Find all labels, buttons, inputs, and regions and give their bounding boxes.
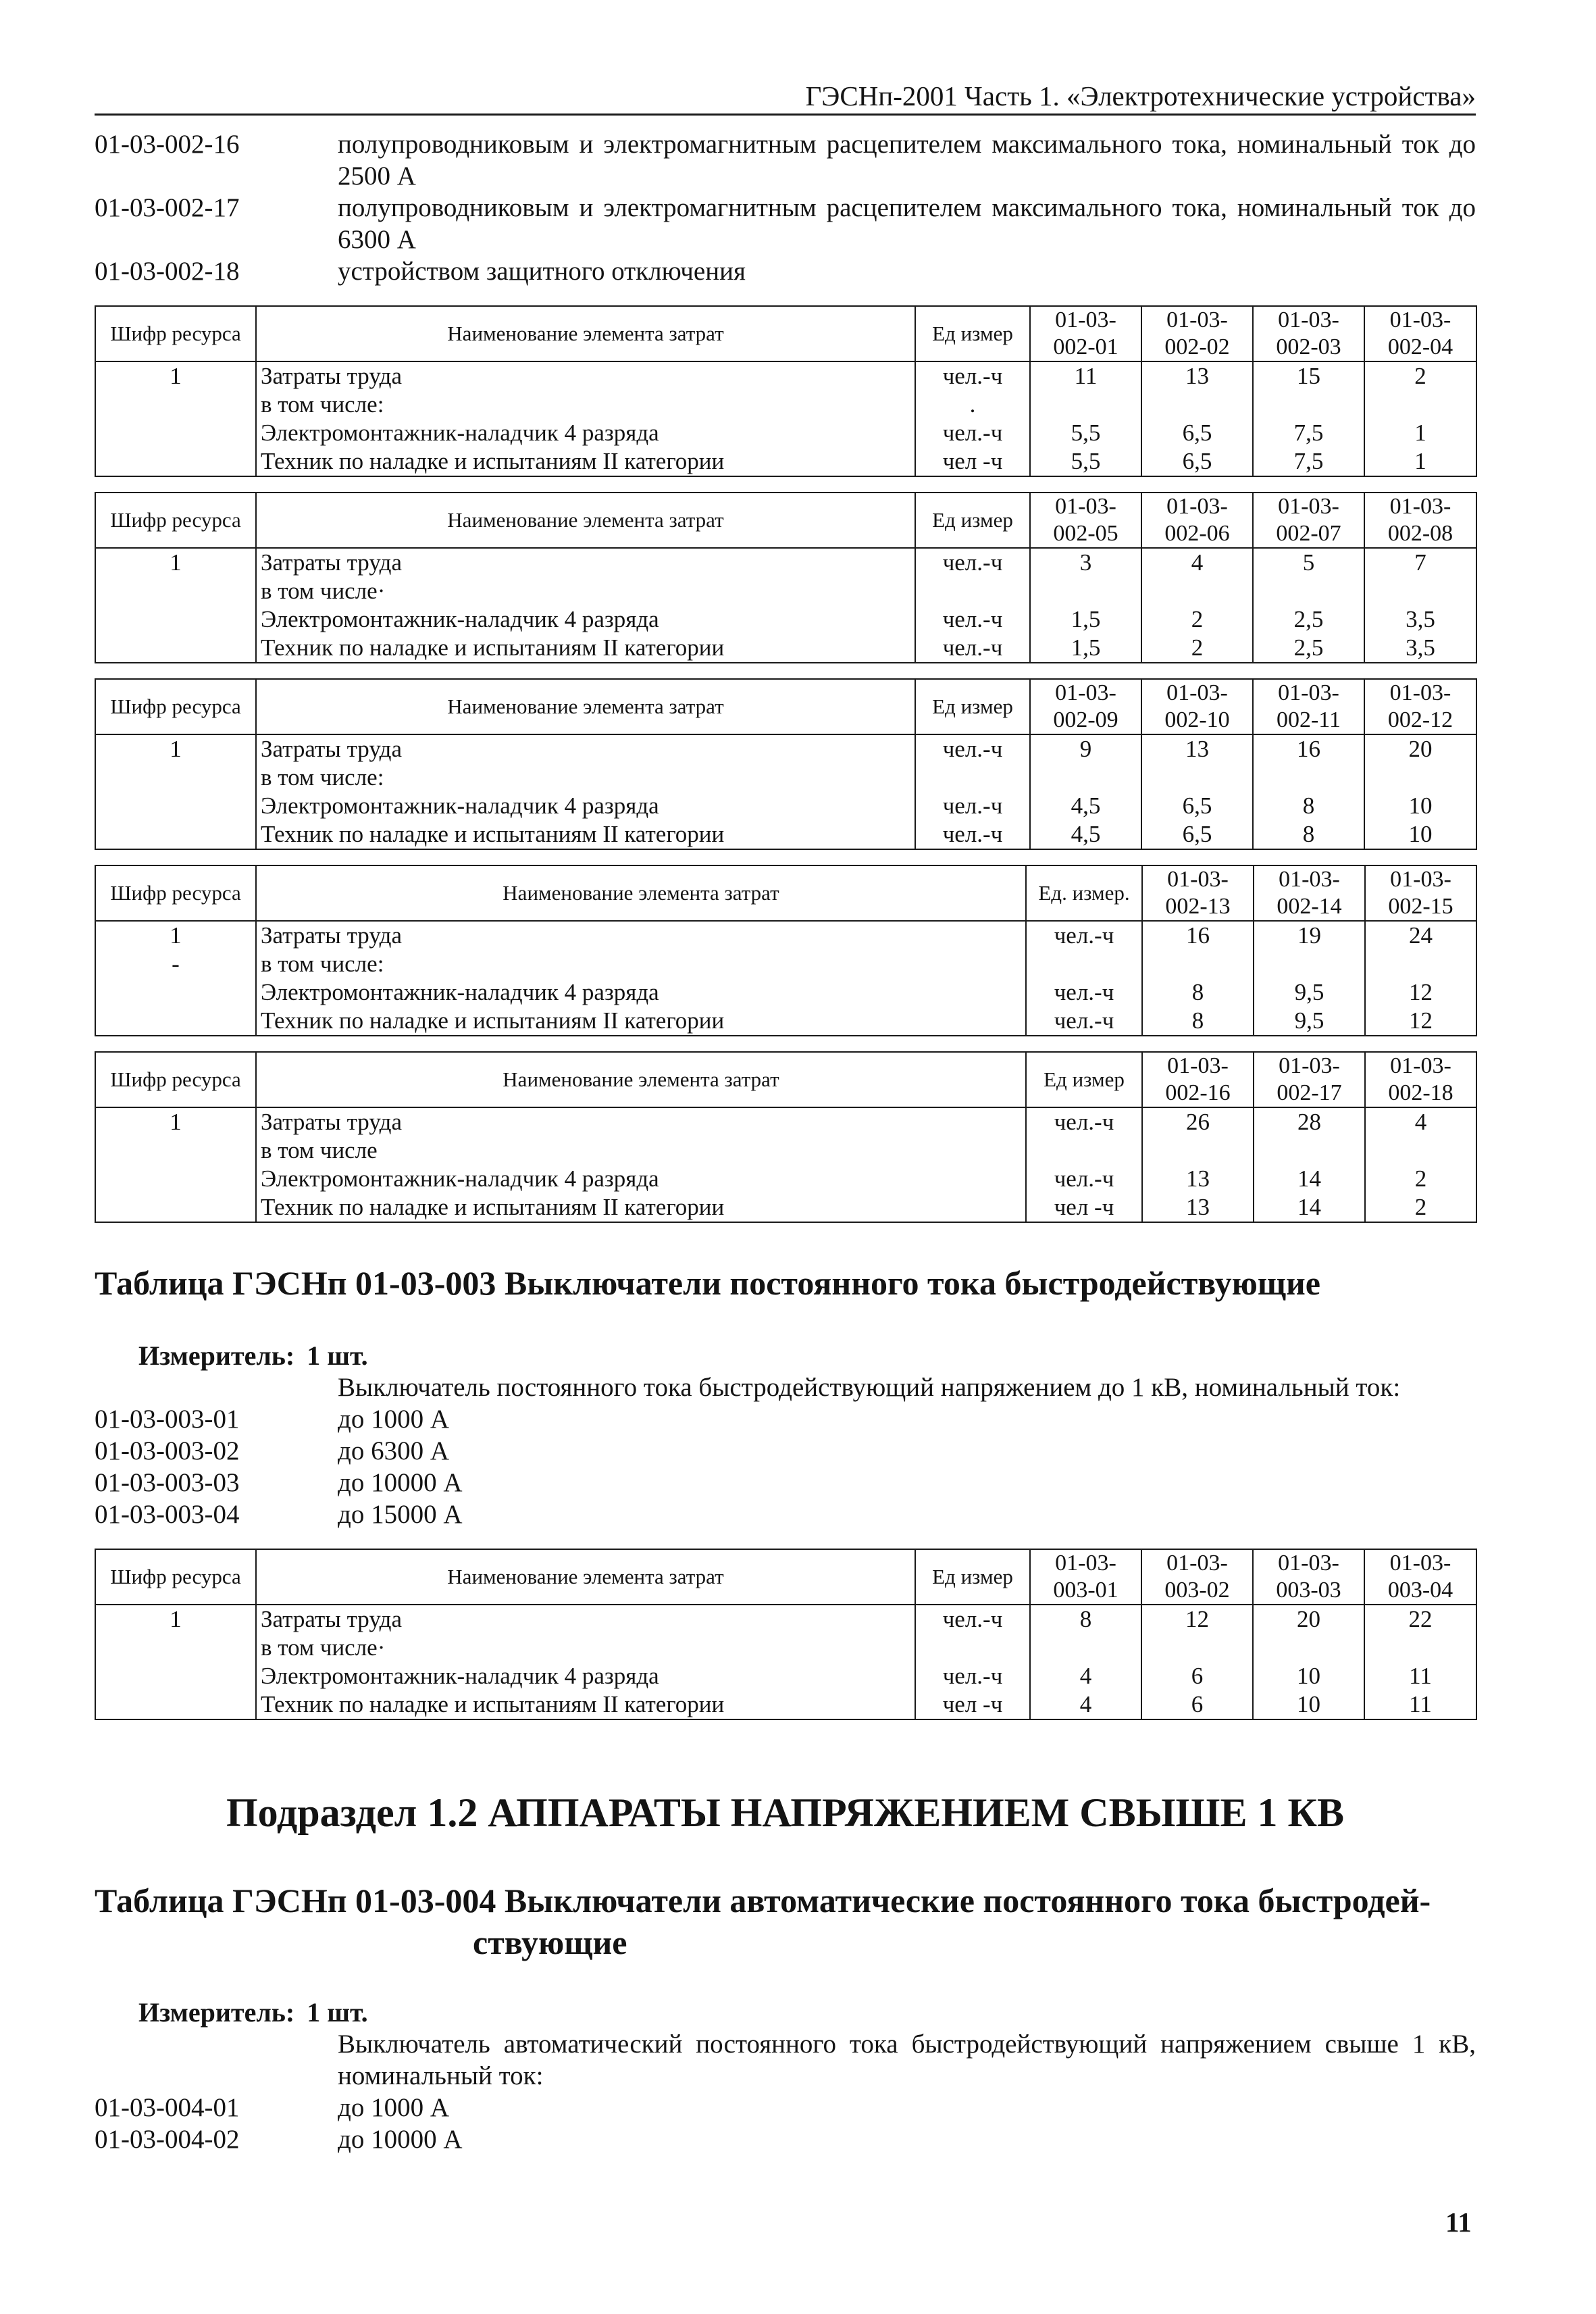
cell-value: 4,5 (1030, 792, 1141, 820)
col-code: 01-03-002-05 (1030, 493, 1141, 548)
cell-name: Техник по наладке и испытаниям II категории (256, 1193, 1026, 1222)
cell-name: в том числе: (256, 391, 915, 419)
table-row (95, 1605, 1476, 1634)
cell-value: 6 (1141, 1662, 1253, 1690)
cell-value: 15 (1253, 361, 1364, 391)
cell-value: 8 (1142, 978, 1254, 1007)
measure-value: 1 шт. (307, 1340, 368, 1371)
table-title: Таблица ГЭСНп 01-03-003 Выключатели постоянного тока быстродействующие (95, 1264, 1320, 1302)
cell-value: 10 (1364, 820, 1476, 849)
table-header-row (95, 1052, 1476, 1107)
cell-name: Затраты труда (256, 1107, 1026, 1136)
table-row (95, 734, 1476, 763)
cell-value: 1,5 (1030, 634, 1141, 663)
col-code: 01-03-002-06 (1141, 493, 1253, 548)
table-row (95, 820, 1476, 849)
cell-unit: чел.-ч (1026, 1107, 1142, 1136)
cell-value: 22 (1364, 1605, 1476, 1634)
col-resource: Шифр ресурса (95, 1052, 256, 1107)
item-desc: до 10000 А (338, 2125, 463, 2154)
running-header: ГЭСНп-2001 Часть 1. «Электротехнические устройства» (805, 80, 1476, 111)
list-intro: Выключатель автоматический постоянного тока быстродействующий напряжением свыше 1 кВ, номинальный ток: (338, 2030, 1476, 2090)
cell-value: 7,5 (1253, 419, 1364, 447)
cell-value: 4,5 (1030, 820, 1141, 849)
table-row (95, 792, 1476, 820)
cell-unit: чел.-ч (915, 548, 1030, 577)
cell-code: 1 (95, 548, 256, 577)
cell-value: 6,5 (1141, 820, 1253, 849)
col-code: 01-03-002-16 (1142, 1052, 1254, 1107)
list-item (95, 1467, 1476, 1499)
resource-table-2 (95, 492, 1477, 663)
cell-value: 24 (1365, 921, 1476, 950)
cell-value: 3 (1030, 548, 1141, 577)
cell-value: 4 (1141, 548, 1253, 577)
cell-value: 3,5 (1364, 634, 1476, 663)
cell-name: Техник по наладке и испытаниям II категории (256, 1690, 915, 1719)
table-row (95, 548, 1476, 577)
resource-table-4 (95, 865, 1477, 1036)
cell-value: 11 (1364, 1662, 1476, 1690)
table-row (95, 447, 1476, 476)
measure-label: Измеритель: (138, 1340, 295, 1371)
resource-table-5 (95, 1051, 1477, 1223)
measure-line (138, 1996, 368, 2028)
col-unit: Ед измер (915, 1549, 1030, 1605)
cell-value: 8 (1142, 1007, 1254, 1036)
item-code: 01-03-002-17 (95, 193, 240, 222)
cell-value: 1,5 (1030, 605, 1141, 634)
table-header-row (95, 306, 1476, 361)
col-name: Наименование элемента затрат (256, 306, 915, 361)
cell-value: 4 (1030, 1690, 1141, 1719)
cell-unit: чел -ч (1026, 1193, 1142, 1222)
table-row (95, 1007, 1476, 1036)
col-resource: Шифр ресурса (95, 1549, 256, 1605)
cell-code: 1 (95, 921, 256, 950)
table-title-line-2: ствующие (473, 1923, 627, 1961)
section-title: Подраздел 1.2 АППАРАТЫ НАПРЯЖЕНИЕМ СВЫШЕ 1 КВ (226, 1790, 1344, 1835)
table-header-row (95, 1549, 1476, 1605)
cell-value: 8 (1253, 820, 1364, 849)
col-code: 01-03-002-02 (1141, 306, 1253, 361)
cell-name: Техник по наладке и испытаниям II категории (256, 447, 915, 476)
measure-label: Измеритель: (138, 1997, 295, 2028)
cell-value: 5,5 (1030, 447, 1141, 476)
cell-unit: чел.-ч (1026, 1007, 1142, 1036)
cell-name: Техник по наладке и испытаниям II категории (256, 1007, 1026, 1036)
cell-value: 14 (1254, 1165, 1365, 1193)
table-row (95, 577, 1476, 605)
cell-unit: чел.-ч (915, 634, 1030, 663)
col-unit: Ед измер (915, 493, 1030, 548)
cell-value: 2 (1141, 605, 1253, 634)
code-list-004 (95, 2028, 1476, 2155)
item-code: 01-03-003-04 (95, 1500, 240, 1529)
measure-line (138, 1340, 368, 1372)
table-row (95, 1136, 1476, 1165)
cell-unit: . (915, 391, 1030, 419)
cell-value: 8 (1253, 792, 1364, 820)
cell-value: 10 (1253, 1690, 1364, 1719)
item-code: 01-03-003-02 (95, 1436, 240, 1465)
cell-code: 1 (95, 361, 256, 391)
cell-value: 1 (1364, 419, 1476, 447)
col-code: 01-03-002-15 (1365, 865, 1476, 921)
table-row (95, 1690, 1476, 1719)
cell-value: 4 (1365, 1107, 1476, 1136)
cell-unit: чел.-ч (1026, 921, 1142, 950)
cell-value: 2,5 (1253, 605, 1364, 634)
cell-name: в том числе· (256, 577, 915, 605)
cell-value: 8 (1030, 1605, 1141, 1634)
cell-value: 9 (1030, 734, 1141, 763)
col-code: 01-03-002-09 (1030, 679, 1141, 734)
cell-unit: чел.-ч (915, 605, 1030, 634)
cell-value: 16 (1142, 921, 1254, 950)
cell-unit: чел.-ч (915, 1605, 1030, 1634)
cell-name: в том числе (256, 1136, 1026, 1165)
col-resource: Шифр ресурса (95, 306, 256, 361)
cell-unit: чел.-ч (915, 1662, 1030, 1690)
list-item (95, 1403, 1476, 1435)
cell-unit: чел.-ч (915, 419, 1030, 447)
table-row (95, 978, 1476, 1007)
cell-unit: чел.-ч (915, 361, 1030, 391)
resource-table-3 (95, 678, 1477, 850)
cell-value: 20 (1364, 734, 1476, 763)
code-list-003 (95, 1372, 1476, 1530)
cell-unit: чел -ч (915, 1690, 1030, 1719)
item-code: 01-03-003-01 (95, 1405, 240, 1434)
cell-value: 2 (1364, 361, 1476, 391)
cell-value: 20 (1253, 1605, 1364, 1634)
col-unit: Ед измер (1026, 1052, 1142, 1107)
item-desc: полупроводниковым и электромагнитным расцепителем максимального тока, номинальный ток до 2500 А (338, 130, 1476, 191)
cell-unit: чел.-ч (1026, 978, 1142, 1007)
item-desc: устройством защитного отключения (338, 257, 746, 286)
col-code: 01-03-002-04 (1364, 306, 1476, 361)
cell-unit: чел.-ч (915, 734, 1030, 763)
list-item (95, 2092, 1476, 2123)
col-name: Наименование элемента затрат (256, 493, 915, 548)
col-code: 01-03-002-08 (1364, 493, 1476, 548)
measure-value: 1 шт. (307, 1997, 368, 2028)
table-header-row (95, 493, 1476, 548)
item-code: 01-03-003-03 (95, 1468, 240, 1497)
cell-unit: чел.-ч (915, 820, 1030, 849)
table-header-row (95, 679, 1476, 734)
table-title-line-1: Таблица ГЭСНп 01-03-004 Выключатели автоматические постоянного тока быстродей- (95, 1882, 1431, 1919)
cell-value: 13 (1142, 1193, 1254, 1222)
item-desc: до 6300 А (338, 1436, 450, 1465)
col-code: 01-03-003-02 (1141, 1549, 1253, 1605)
table-row (95, 1107, 1476, 1136)
col-unit: Ед измер (915, 679, 1030, 734)
list-item (95, 255, 1476, 287)
cell-value: 14 (1254, 1193, 1365, 1222)
cell-code: 1 (95, 1107, 256, 1136)
col-resource: Шифр ресурса (95, 865, 256, 921)
header-rule (95, 114, 1476, 116)
cell-value: 16 (1253, 734, 1364, 763)
cell-value: 9,5 (1254, 978, 1365, 1007)
cell-code: - (95, 950, 256, 978)
list-item (95, 1499, 1476, 1530)
resource-table-003 (95, 1549, 1477, 1720)
page-number: 11 (1445, 2207, 1472, 2238)
item-desc: до 1000 А (338, 2093, 450, 2122)
table-row (95, 634, 1476, 663)
table-row (95, 950, 1476, 978)
cell-value: 13 (1142, 1165, 1254, 1193)
table-row (95, 921, 1476, 950)
list-item (95, 192, 1476, 255)
cell-name: Электромонтажник-наладчик 4 разряда (256, 978, 1026, 1007)
cell-value: 6,5 (1141, 792, 1253, 820)
item-code: 01-03-002-18 (95, 257, 240, 286)
cell-name: Затраты труда (256, 734, 915, 763)
col-code: 01-03-002-12 (1364, 679, 1476, 734)
list-item (95, 128, 1476, 192)
cell-name: Техник по наладке и испытаниям II категории (256, 634, 915, 663)
table-row (95, 763, 1476, 792)
cell-name: в том числе: (256, 763, 915, 792)
col-resource: Шифр ресурса (95, 493, 256, 548)
cell-value: 26 (1142, 1107, 1254, 1136)
cell-name: в том числе: (256, 950, 1026, 978)
cell-value: 28 (1254, 1107, 1365, 1136)
cell-value: 2 (1365, 1165, 1476, 1193)
cell-value: 6,5 (1141, 447, 1253, 476)
col-code: 01-03-002-03 (1253, 306, 1364, 361)
table-row (95, 1662, 1476, 1690)
col-name: Наименование элемента затрат (256, 1052, 1026, 1107)
cell-value: 2 (1365, 1193, 1476, 1222)
cell-name: Электромонтажник-наладчик 4 разряда (256, 605, 915, 634)
cell-name: Затраты труда (256, 1605, 915, 1634)
cell-name: Затраты труда (256, 361, 915, 391)
list-item (95, 2123, 1476, 2155)
list-item (95, 1435, 1476, 1467)
col-code: 01-03-003-03 (1253, 1549, 1364, 1605)
table-row (95, 1165, 1476, 1193)
col-unit: Ед. измер. (1026, 865, 1142, 921)
cell-value: 7,5 (1253, 447, 1364, 476)
table-title (95, 1880, 1476, 1963)
cell-unit: чел -ч (915, 447, 1030, 476)
table-row (95, 361, 1476, 391)
cell-name: Затраты труда (256, 548, 915, 577)
table-row (95, 1193, 1476, 1222)
item-code: 01-03-004-01 (95, 2093, 240, 2122)
col-code: 01-03-002-18 (1365, 1052, 1476, 1107)
table-header-row (95, 865, 1476, 921)
cell-value: 7 (1364, 548, 1476, 577)
col-code: 01-03-003-04 (1364, 1549, 1476, 1605)
cell-name: Затраты труда (256, 921, 1026, 950)
list-intro: Выключатель постоянного тока быстродействующий напряжением до 1 кВ, номинальный ток: (338, 1373, 1401, 1402)
cell-value: 19 (1254, 921, 1365, 950)
col-code: 01-03-002-07 (1253, 493, 1364, 548)
cell-name: Электромонтажник-наладчик 4 разряда (256, 1165, 1026, 1193)
item-code: 01-03-002-16 (95, 130, 240, 159)
col-name: Наименование элемента затрат (256, 679, 915, 734)
cell-name: Электромонтажник-наладчик 4 разряда (256, 419, 915, 447)
cell-value: 10 (1364, 792, 1476, 820)
col-code: 01-03-002-17 (1254, 1052, 1365, 1107)
cell-unit: чел.-ч (915, 792, 1030, 820)
cell-value: 5 (1253, 548, 1364, 577)
item-desc: до 1000 А (338, 1405, 450, 1434)
cell-code: 1 (95, 1605, 256, 1634)
col-code: 01-03-002-13 (1142, 865, 1254, 921)
cell-unit: чел.-ч (1026, 1165, 1142, 1193)
cell-value: 13 (1141, 734, 1253, 763)
cell-value: 1 (1364, 447, 1476, 476)
cell-value: 11 (1364, 1690, 1476, 1719)
cell-code: 1 (95, 734, 256, 763)
col-code: 01-03-002-14 (1254, 865, 1365, 921)
cell-name: Электромонтажник-наладчик 4 разряда (256, 1662, 915, 1690)
col-code: 01-03-002-10 (1141, 679, 1253, 734)
cell-value: 6,5 (1141, 419, 1253, 447)
cell-value: 3,5 (1364, 605, 1476, 634)
table-row (95, 605, 1476, 634)
item-desc: до 15000 А (338, 1500, 463, 1529)
col-name: Наименование элемента затрат (256, 1549, 915, 1605)
col-unit: Ед измер (915, 306, 1030, 361)
cell-value: 12 (1365, 978, 1476, 1007)
col-code: 01-03-003-01 (1030, 1549, 1141, 1605)
table-row (95, 1634, 1476, 1662)
cell-value: 12 (1365, 1007, 1476, 1036)
cell-value: 2,5 (1253, 634, 1364, 663)
cell-value: 10 (1253, 1662, 1364, 1690)
table-row (95, 391, 1476, 419)
top-code-list (95, 128, 1476, 287)
col-name: Наименование элемента затрат (256, 865, 1026, 921)
item-code: 01-03-004-02 (95, 2125, 240, 2154)
cell-name: в том числе· (256, 1634, 915, 1662)
col-resource: Шифр ресурса (95, 679, 256, 734)
cell-value: 11 (1030, 361, 1141, 391)
cell-value: 2 (1141, 634, 1253, 663)
table-row (95, 419, 1476, 447)
cell-value: 13 (1141, 361, 1253, 391)
item-desc: полупроводниковым и электромагнитным расцепителем максимального тока, номинальный ток до 6300 А (338, 193, 1476, 254)
cell-value: 6 (1141, 1690, 1253, 1719)
cell-value: 4 (1030, 1662, 1141, 1690)
cell-name: Техник по наладке и испытаниям II категории (256, 820, 915, 849)
cell-value: 12 (1141, 1605, 1253, 1634)
cell-value: 9,5 (1254, 1007, 1365, 1036)
col-code: 01-03-002-11 (1253, 679, 1364, 734)
cell-value: 5,5 (1030, 419, 1141, 447)
item-desc: до 10000 А (338, 1468, 463, 1497)
cell-name: Электромонтажник-наладчик 4 разряда (256, 792, 915, 820)
col-code: 01-03-002-01 (1030, 306, 1141, 361)
resource-table-1 (95, 305, 1477, 477)
